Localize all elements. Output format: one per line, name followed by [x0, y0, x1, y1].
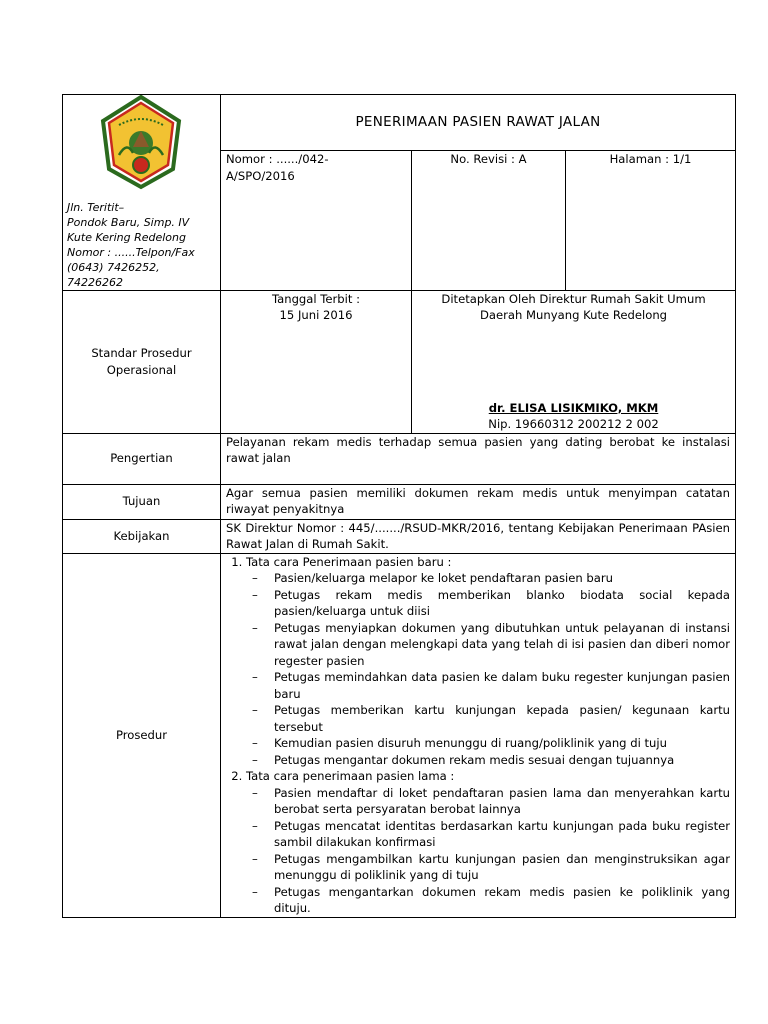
ditetapkan-cell: Ditetapkan Oleh Direktur Rumah Sakit Umum Daerah Munyang Kute Redelong dr. ELISA LISIKMIKO, MKM Nip. 19660312 200212 2 002: [412, 290, 736, 433]
nomor-cell: Nomor : ....../042- A/SPO/2016: [221, 151, 412, 290]
signer-name: dr. ELISA LISIKMIKO, MKM: [488, 400, 659, 415]
tanggal-terbit-cell: Tanggal Terbit : 15 Juni 2016: [221, 290, 412, 433]
signature-block: [412, 400, 735, 433]
list-item: – Pasien/keluarga melapor ke loket pendaftaran pasien baru: [274, 570, 730, 587]
logo-address-cell: [63, 95, 221, 291]
sop-table: [62, 94, 736, 918]
prosedur-label: Prosedur: [63, 553, 221, 917]
tujuan-label: Tujuan: [63, 484, 221, 519]
pengertian-row: [63, 433, 736, 484]
sop-label: Standar Prosedur Operasional: [63, 290, 221, 433]
pengertian-text: Pelayanan rekam medis terhadap semua pasien yang dating berobat ke instalasi rawat jalan: [221, 433, 736, 484]
new-patient-steps: [246, 570, 730, 768]
pengertian-label: Pengertian: [63, 433, 221, 484]
kebijakan-label: Kebijakan: [63, 519, 221, 553]
revisi-cell: No. Revisi : A: [412, 151, 566, 290]
prosedur-section-new-patient: 1. Tata cara Penerimaan pasien baru : – Pasien/keluarga melapor ke loket pendaftaran pasien baru – Petugas rekam medis memberikan blanko biodata social kepada pasien/keluarga untuk diisi – Petugas menyiapkan dokumen yang dibutuhkan untuk pelayanan di instansi rawat jalan dengan melengkapi data yang telah di isi pasien dan diberi nomor regester pasien – Petugas memindahkan data pasien ke dalam buku regester kunjungan pasien baru – Petugas memberikan kartu kunjungan kepada pasien/ kegunaan kartu tersebut – Kemudian pasien disuruh menunggu di ruang/poliklinik yang di tuju – Petugas mengantar dokumen rekam medis sesuai dengan tujuannya: [246, 554, 730, 769]
sop-row: [63, 290, 736, 433]
halaman-cell: Halaman : 1/1: [566, 151, 736, 290]
hospital-address: Jln. Teritit– Pondok Baru, Simp. IV Kute Kering Redelong Nomor : ......Telpon/Fax (0643) 7426252, 74226262: [67, 200, 195, 289]
old-patient-steps: [246, 785, 730, 917]
document-title: PENERIMAAN PASIEN RAWAT JALAN: [221, 95, 736, 151]
list-item: – Kemudian pasien disuruh menunggu di ruang/poliklinik yang di tuju: [274, 735, 730, 752]
list-item: – Petugas mengantar dokumen rekam medis sesuai dengan tujuannya: [274, 752, 730, 769]
tujuan-row: [63, 484, 736, 519]
prosedur-section-old-patient: 2. Tata cara penerimaan pasien lama : – Pasien mendaftar di loket pendaftaran pasien lama dan menyerahkan kartu berobat serta persyaratan berobat lainnya – Petugas mencatat identitas berdasarkan kartu kunjungan pada buku register sambil dilakukan konfirmasi – Petugas mengambilkan kartu kunjungan pasien dan menginstruksikan agar menunggu di poliklinik yang di tuju – Petugas mengantarkan dokumen rekam medis pasien ke poliklinik yang dituju.: [246, 768, 730, 917]
prosedur-sections: [226, 554, 730, 917]
list-item: – Pasien mendaftar di loket pendaftaran pasien lama dan menyerahkan kartu berobat serta persyaratan berobat lainnya: [274, 785, 730, 818]
list-item: – Petugas memberikan kartu kunjungan kepada pasien/ kegunaan kartu tersebut: [274, 702, 730, 735]
header-row: [63, 95, 736, 151]
list-item: – Petugas mengambilkan kartu kunjungan pasien dan menginstruksikan agar menunggu di poliklinik yang di tuju: [274, 851, 730, 884]
list-item: – Petugas rekam medis memberikan blanko biodata social kepada pasien/keluarga untuk diisi: [274, 587, 730, 620]
regency-emblem-icon: [67, 95, 215, 191]
signer-nip: Nip. 19660312 200212 2 002: [488, 417, 659, 431]
kebijakan-row: [63, 519, 736, 553]
list-item: – Petugas mencatat identitas berdasarkan kartu kunjungan pada buku register sambil dilakukan konfirmasi: [274, 818, 730, 851]
kebijakan-text: SK Direktur Nomor : 445/......./RSUD-MKR/2016, tentang Kebijakan Penerimaan PAsien Rawat Jalan di Rumah Sakit.: [221, 519, 736, 553]
list-item: – Petugas mengantarkan dokumen rekam medis pasien ke poliklinik yang dituju.: [274, 884, 730, 917]
tujuan-text: Agar semua pasien memiliki dokumen rekam medis untuk menyimpan catatan riwayat penyakitnya: [221, 484, 736, 519]
list-item: – Petugas menyiapkan dokumen yang dibutuhkan untuk pelayanan di instansi rawat jalan dengan melengkapi data yang telah di isi pasien dan diberi nomor regester pasien: [274, 620, 730, 670]
prosedur-content: [221, 553, 736, 917]
prosedur-row: [63, 553, 736, 917]
list-item: – Petugas memindahkan data pasien ke dalam buku regester kunjungan pasien baru: [274, 669, 730, 702]
